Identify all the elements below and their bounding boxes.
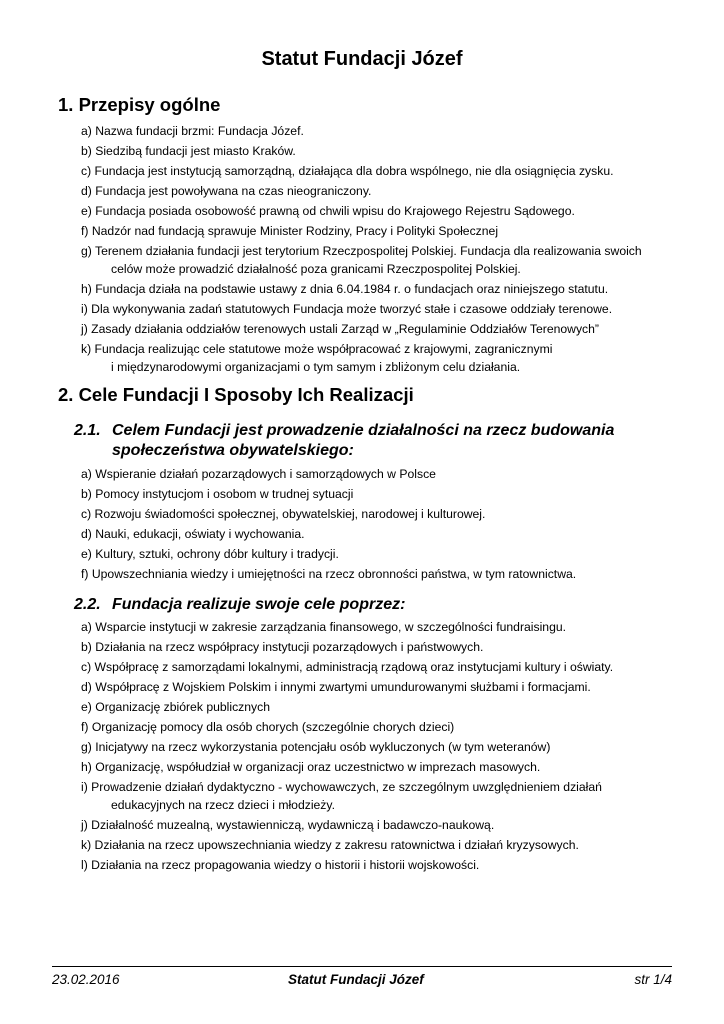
footer-title: Statut Fundacji Józef	[288, 972, 424, 987]
subsection-number: 2.2.	[74, 596, 101, 613]
list-item-text: i) Dla wykonywania zadań statutowych Fundacja może tworzyć stałe i czasowe oddziały terenowe.	[81, 302, 613, 316]
list-item-text: g) Terenem działania fundacji jest terytorium Rzeczpospolitej Polskiej. Fundacja dla realizowania swoich	[81, 244, 642, 258]
list-item-text: b) Siedzibą fundacji jest miasto Kraków.	[81, 144, 296, 158]
list-item-text: e) Fundacja posiada osobowość prawną od chwili wpisu do Krajowego Rejestru Sądowego.	[81, 204, 575, 218]
list-item	[81, 638, 681, 656]
subsection-title-line1: Celem Fundacji jest prowadzenie działalności na rzecz budowania	[112, 422, 615, 439]
section-heading-2: 2. Cele Fundacji I Sposoby Ich Realizacji	[58, 384, 414, 405]
list-item-continuation: celów może prowadzić działalność poza granicami Rzeczpospolitej Polskiej.	[111, 262, 521, 276]
document-title: Statut Fundacji Józef	[261, 48, 463, 70]
list-item	[81, 280, 681, 298]
list-item	[81, 222, 681, 240]
list-item	[81, 836, 681, 854]
list-item-text: f) Nadzór nad fundacją sprawuje Minister Rodziny, Pracy i Polityki Społecznej	[81, 224, 499, 238]
list-item	[81, 738, 681, 756]
footer-page-number: str 1/4	[634, 972, 672, 987]
list-item-text: d) Fundacja jest powoływana na czas nieograniczony.	[81, 184, 372, 198]
subsection-2-1-list	[81, 465, 681, 585]
list-item-continuation: edukacyjnych na rzecz dzieci i młodzieży.	[111, 798, 335, 812]
list-item-text: e) Kultury, sztuki, ochrony dóbr kultury i tradycji.	[81, 547, 339, 561]
list-item-text: e) Organizację zbiórek publicznych	[81, 700, 270, 714]
list-item	[81, 565, 681, 583]
list-item	[81, 485, 681, 503]
list-item	[81, 122, 681, 140]
list-item	[81, 505, 681, 523]
list-item	[81, 162, 681, 180]
list-item-text: h) Fundacja działa na podstawie ustawy z dnia 6.04.1984 r. o fundacjach oraz niniejszego statutu.	[81, 282, 609, 296]
list-item-text: f) Organizację pomocy dla osób chorych (szczególnie chorych dzieci)	[81, 720, 455, 734]
section-1-list	[81, 122, 681, 378]
list-item	[81, 678, 681, 696]
list-item-text: i) Prowadzenie działań dydaktyczno - wychowawczych, ze szczególnym uwzględnieniem działań	[81, 780, 602, 794]
list-item	[81, 718, 681, 736]
list-item-text: h) Organizację, współudział w organizacji oraz uczestnictwo w imprezach masowych.	[81, 760, 541, 774]
list-item-text: d) Współpracę z Wojskiem Polskim i innymi zwartymi umundurowanymi służbami i formacjami.	[81, 680, 591, 694]
list-item-text: c) Rozwoju świadomości społecznej, obywatelskiej, narodowej i kulturowej.	[81, 507, 486, 521]
subsection-2-2-list	[81, 618, 681, 876]
list-item-text: a) Wspieranie działań pozarządowych i samorządowych w Polsce	[81, 467, 436, 481]
list-item-text: f) Upowszechniania wiedzy i umiejętności na rzecz obronności państwa, w tym ratownictwa.	[81, 567, 577, 581]
list-item-text: b) Działania na rzecz współpracy instytucji pozarządowych i państwowych.	[81, 640, 484, 654]
list-item-text: k) Fundacja realizując cele statutowe może współpracować z krajowymi, zagranicznymi	[81, 342, 553, 356]
footer-divider	[52, 966, 672, 967]
list-item	[81, 856, 681, 874]
list-item-text: g) Inicjatywy na rzecz wykorzystania potencjału osób wykluczonych (w tym weteranów)	[81, 740, 551, 754]
list-item	[81, 698, 681, 716]
list-item	[81, 758, 681, 776]
list-item-text: d) Nauki, edukacji, oświaty i wychowania.	[81, 527, 305, 541]
subsection-title-line2: społeczeństwa obywatelskiego:	[112, 442, 354, 459]
list-item-text: c) Fundacja jest instytucją samorządną, działająca dla dobra wspólnego, nie dla osiągnięcia zysku.	[81, 164, 614, 178]
list-item-text: a) Wsparcie instytucji w zakresie zarządzania finansowego, w szczególności fundraisingu.	[81, 620, 567, 634]
list-item	[81, 182, 681, 200]
list-item	[81, 242, 681, 278]
list-item-text: b) Pomocy instytucjom i osobom w trudnej sytuacji	[81, 487, 354, 501]
list-item	[81, 618, 681, 636]
list-item-text: j) Działalność muzealną, wystawienniczą, wydawniczą i badawczo-naukową.	[81, 818, 495, 832]
subsection-number: 2.1.	[74, 422, 101, 439]
list-item	[81, 525, 681, 543]
list-item-text: a) Nazwa fundacji brzmi: Fundacja Józef.	[81, 124, 304, 138]
subsection-title-line1: Fundacja realizuje swoje cele poprzez:	[112, 596, 406, 613]
list-item-text: j) Zasady działania oddziałów terenowych ustali Zarząd w „Regulaminie Oddziałów Terenowych”	[81, 322, 599, 336]
list-item	[81, 658, 681, 676]
section-heading-1: 1. Przepisy ogólne	[58, 94, 221, 115]
list-item	[81, 545, 681, 563]
list-item	[81, 300, 681, 318]
list-item-text: c) Współpracę z samorządami lokalnymi, administracją rządową oraz instytucjami kultury i oświaty.	[81, 660, 614, 674]
list-item-text: k) Działania na rzecz upowszechniania wiedzy z zakresu ratownictwa i działań kryzysowych.	[81, 838, 579, 852]
subsection-heading-2-1	[74, 421, 674, 461]
list-item	[81, 340, 681, 376]
list-item-text: l) Działania na rzecz propagowania wiedzy o historii i historii wojskowości.	[81, 858, 480, 872]
list-item-continuation: i międzynarodowymi organizacjami o tym samym i zbliżonym celu działania.	[111, 360, 521, 374]
list-item	[81, 202, 681, 220]
list-item	[81, 465, 681, 483]
list-item	[81, 142, 681, 160]
footer-date: 23.02.2016	[52, 972, 120, 987]
subsection-heading-2-2	[74, 595, 674, 615]
list-item	[81, 778, 681, 814]
list-item	[81, 816, 681, 834]
list-item	[81, 320, 681, 338]
